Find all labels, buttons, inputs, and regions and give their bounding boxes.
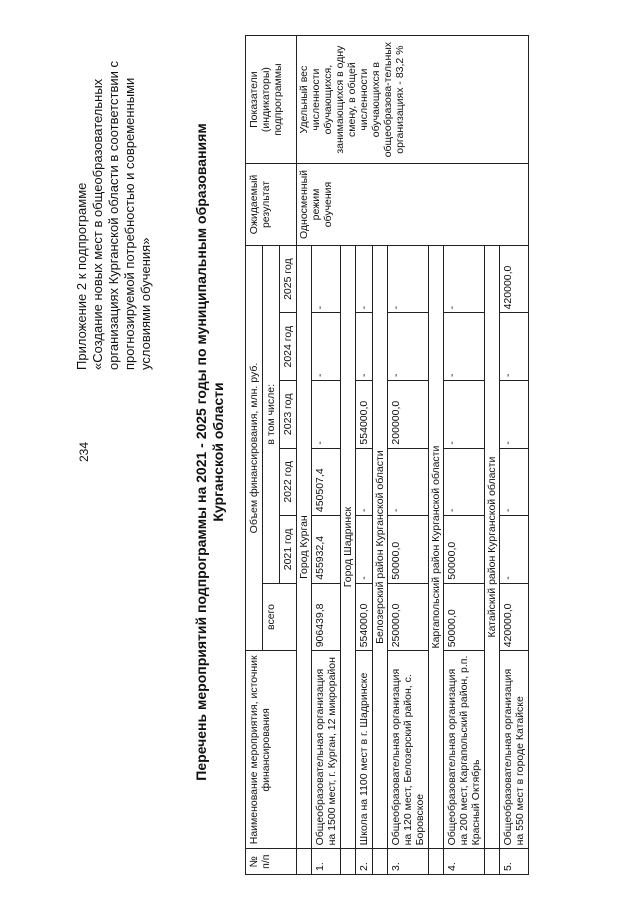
row-2024: -: [356, 313, 373, 381]
row-name: Общеобразовательная организация на 550 мест в городе Катайске: [500, 651, 529, 849]
row-name: Общеобразовательная организация на 1500 мест, г. Курган, 12 микрорайон: [312, 651, 341, 849]
title-line-2: Курганской области: [210, 382, 226, 522]
row-2023: 200000,0: [388, 380, 429, 448]
row-2021: -: [356, 516, 373, 584]
row-total: 554000,0: [356, 583, 373, 651]
row-name: Школа на 1100 мест в г. Шадринске: [356, 651, 373, 849]
row-num: 5.: [500, 849, 529, 875]
header-including: в том числе:: [263, 245, 280, 583]
row-name: Общеобразовательная организация на 120 мест, Белозерский район, с. Боровское: [388, 651, 429, 849]
table-container: [245, 35, 590, 875]
row-2021: -: [500, 516, 529, 584]
row-2025: 420000,0: [500, 245, 529, 313]
document-title: [193, 102, 227, 802]
section-label: Катайский район Курганской области: [485, 245, 500, 849]
row-2022: -: [500, 448, 529, 516]
header-row: [246, 36, 263, 875]
row-2023: -: [312, 380, 341, 448]
appendix-line: условиями обучения»: [138, 237, 153, 370]
row-2024: -: [444, 313, 485, 381]
indicator-text: Удельный вес численности обучающихся, занимающихся в одну смену, в общей численности обучающихся в общеобразова-тельных организациях - 83,2 %: [297, 36, 529, 164]
expected-result: Односменный режим обучения: [297, 164, 529, 246]
row-2023: 554000,0: [356, 380, 373, 448]
title-line-1: Перечень мероприятий подпрограммы на 2021 - 2025 годы по муниципальным образованиям: [193, 123, 209, 781]
section-label: Белозерский район Курганской области: [373, 245, 388, 849]
row-2023: -: [500, 380, 529, 448]
appendix-line: прогнозируемой потребностью и современными: [122, 77, 137, 370]
row-2023: -: [444, 380, 485, 448]
row-2022: 450507,4: [312, 448, 341, 516]
row-2024: -: [388, 313, 429, 381]
row-2025: -: [388, 245, 429, 313]
row-2025: -: [444, 245, 485, 313]
header-indicators: Показатели (индикаторы) подпрограммы: [246, 36, 297, 164]
header-funding: Объем финансирования, млн. руб.: [246, 245, 263, 651]
header-num: № п/п: [246, 849, 297, 875]
section-label: Каргапольский район Курганской области: [429, 245, 444, 849]
row-2024: -: [312, 313, 341, 381]
row-total: 420000,0: [500, 583, 529, 651]
row-2022: -: [444, 448, 485, 516]
row-num: 4.: [444, 849, 485, 875]
section-label: Город Шадринск: [341, 245, 356, 849]
row-2025: -: [312, 245, 341, 313]
row-2022: -: [388, 448, 429, 516]
row-2021: 50000,0: [388, 516, 429, 584]
row-total: 50000,0: [444, 583, 485, 651]
row-num: 3.: [388, 849, 429, 875]
header-year: 2022 год: [280, 448, 297, 516]
row-total: 906439,8: [312, 583, 341, 651]
appendix-line: организациях Курганской области в соответствии с: [106, 61, 121, 370]
row-name: Общеобразовательная организация на 200 мест, Каргапольский район, р.п. Красный Октябрь: [444, 651, 485, 849]
section-row: [297, 36, 312, 875]
header-total: всего: [263, 583, 297, 651]
row-2022: -: [356, 448, 373, 516]
header-year: 2021 год: [280, 516, 297, 584]
header-year: 2024 год: [280, 313, 297, 381]
appendix-line: «Создание новых мест в общеобразовательных: [90, 78, 105, 370]
row-2025: -: [356, 245, 373, 313]
row-num: 2.: [356, 849, 373, 875]
row-num: 1.: [312, 849, 341, 875]
header-name: Наименование мероприятия, источник финансирования: [246, 651, 297, 849]
header-result: Ожидаемый результат: [246, 164, 297, 246]
page-number: 234: [77, 441, 91, 463]
header-year: 2023 год: [280, 380, 297, 448]
section-label: Город Курган: [297, 245, 312, 849]
row-total: 250000,0: [388, 583, 429, 651]
row-2021: 50000,0: [444, 516, 485, 584]
measures-table: [245, 35, 529, 875]
header-year: 2025 год: [280, 245, 297, 313]
row-2024: -: [500, 313, 529, 381]
row-2021: 455932,4: [312, 516, 341, 584]
appendix-line: Приложение 2 к подпрограмме: [74, 182, 89, 370]
